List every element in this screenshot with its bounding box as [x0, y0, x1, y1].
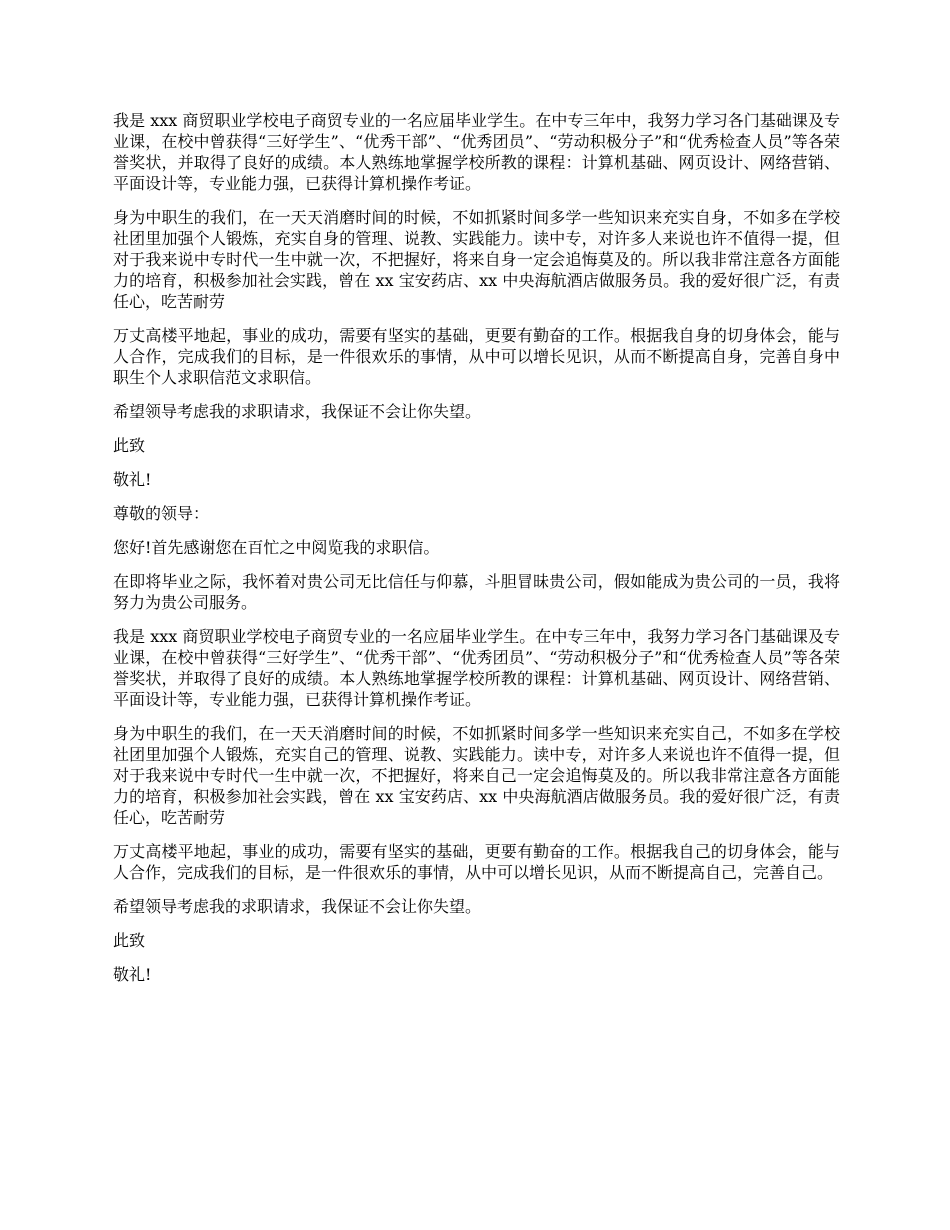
paragraph-experience-1: 身为中职生的我们，在一天天消磨时间的时候，不如抓紧时间多学一些知识来充实自身，不如多在学校社团里加强个人锻炼，充实自身的管理、说教、实践能力。读中专，对许多人来说也许不值得一提，但对于我来说中专时代一生中就一次，不把握好，将来自身一定会追悔莫及的。所以我非常注意各方面能力的培育，积极参加社会实践，曾在 xx 宝安药店、xx 中央海航酒店做服务员。我的爱好很广泛，有责任心，吃苦耐劳 — [113, 208, 840, 311]
closing-cizhi-1: 此致 — [113, 436, 146, 455]
closing-jingli-1: 敬礼! — [113, 470, 152, 489]
paragraph-experience-2: 身为中职生的我们，在一天天消磨时间的时候，不如抓紧时间多学一些知识来充实自己，不如多在学校社团里加强个人锻炼，充实自己的管理、说教、实践能力。读中专，对许多人来说也许不值得一提，但对于我来说中专时代一生中就一次，不把握好，将来自己一定会追悔莫及的。所以我非常注意各方面能力的培育，积极参加社会实践，曾在 xx 宝安药店、xx 中央海航酒店做服务员。我的爱好很广泛，有责任心，吃苦耐劳 — [113, 724, 840, 827]
document-body — [113, 110, 840, 998]
paragraph-request-1: 希望领导考虑我的求职请求，我保证不会让你失望。 — [113, 402, 482, 421]
salutation: 尊敬的领导： — [113, 504, 210, 523]
paragraph-graduation: 在即将毕业之际，我怀着对贵公司无比信任与仰慕，斗胆冒昧贵公司，假如能成为贵公司的一员，我将努力为贵公司服务。 — [113, 572, 840, 612]
paragraph-intro-1: 我是 xxx 商贸职业学校电子商贸专业的一名应届毕业学生。在中专三年中，我努力学习各门基础课及专业课，在校中曾获得“三好学生”、“优秀干部”、“优秀团员”、“劳动积极分子”和“优秀检查人员”等各荣誉奖状，并取得了良好的成绩。本人熟练地掌握学校所教的课程：计算机基础、网页设计、网络营销、平面设计等，专业能力强，已获得计算机操作考证。 — [113, 111, 840, 193]
paragraph-intro-2: 我是 xxx 商贸职业学校电子商贸专业的一名应届毕业学生。在中专三年中，我努力学习各门基础课及专业课，在校中曾获得“三好学生”、“优秀干部”、“优秀团员”、“劳动积极分子”和“优秀检查人员”等各荣誉奖状，并取得了良好的成绩。本人熟练地掌握学校所教的课程：计算机基础、网页设计、网络营销、平面设计等，专业能力强，已获得计算机操作考证。 — [113, 627, 840, 709]
paragraph-request-2: 希望领导考虑我的求职请求，我保证不会让你失望。 — [113, 897, 482, 916]
paragraph-ambition-2: 万丈高楼平地起，事业的成功，需要有坚实的基础，更要有勤奋的工作。根据我自己的切身体会，能与人合作，完成我们的目标，是一件很欢乐的事情，从中可以增长见识，从而不断提高自己，完善自己。 — [113, 842, 840, 882]
closing-jingli-2: 敬礼! — [113, 965, 152, 984]
paragraph-ambition-1: 万丈高楼平地起，事业的成功，需要有坚实的基础，更要有勤奋的工作。根据我自身的切身体会，能与人合作，完成我们的目标，是一件很欢乐的事情，从中可以增长见识，从而不断提高自身，完善自身中职生个人求职信范文求职信。 — [113, 326, 840, 387]
greeting: 您好!首先感谢您在百忙之中阅览我的求职信。 — [113, 538, 440, 557]
closing-cizhi-2: 此致 — [113, 931, 146, 950]
